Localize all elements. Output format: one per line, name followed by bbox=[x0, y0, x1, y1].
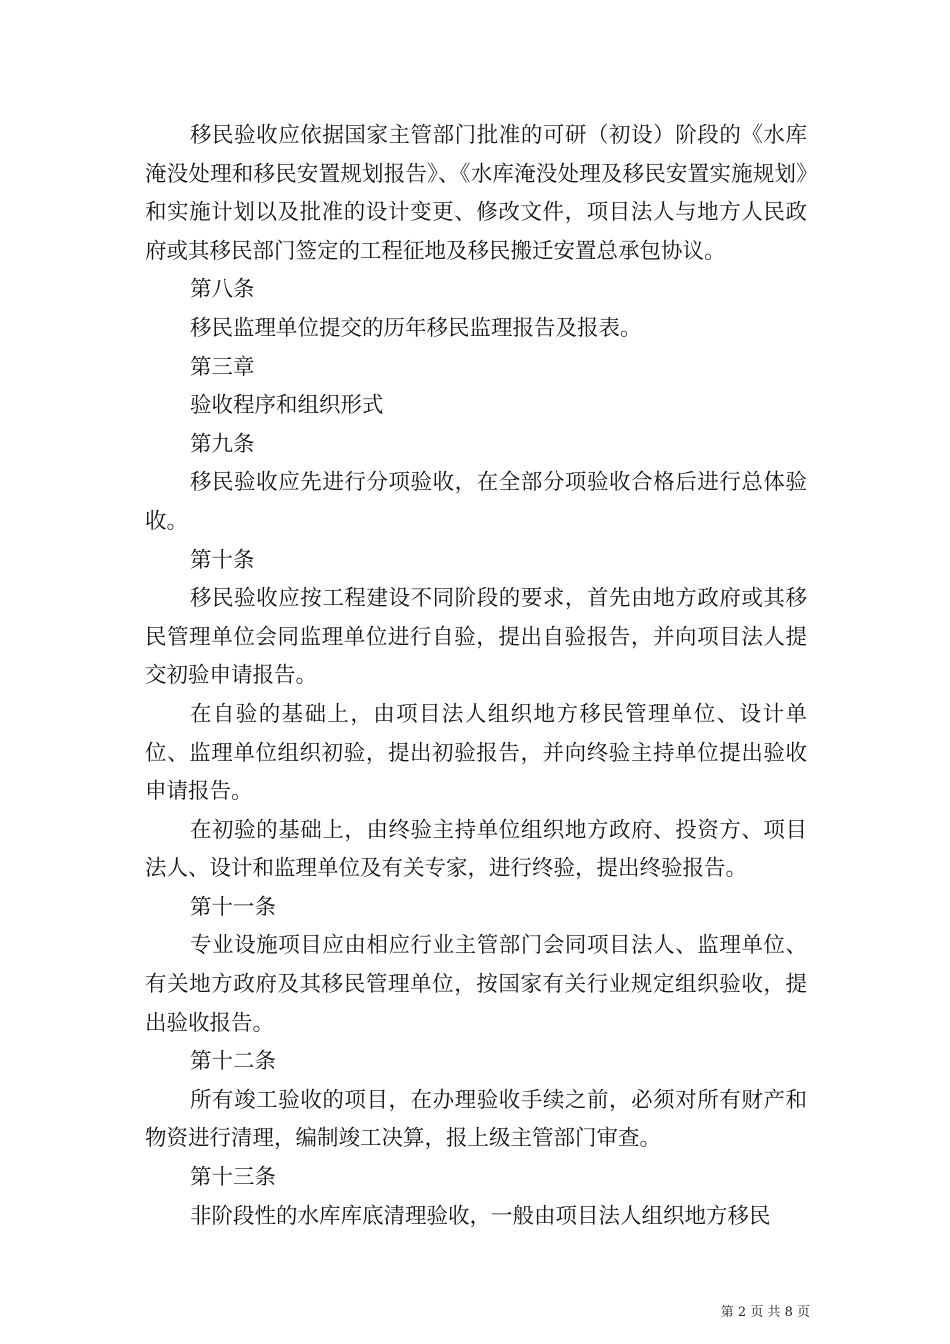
article-heading: 第八条 bbox=[190, 277, 255, 303]
paragraph: 移民验收应依据国家主管部门批准的可研（初设）阶段的《水库淹没处理和移民安置规划报告》、《水库淹没处理及移民安置实施规划》和实施计划以及批准的设计变更、修改文件，项目法人与地方人民政府或其移民部门签定的工程征地及移民搬迁安置总承包协议。 bbox=[145, 123, 807, 264]
paragraph: 在初验的基础上，由终验主持单位组织地方政府、投资方、项目法人、设计和监理单位及有关专家，进行终验，提出终验报告。 bbox=[145, 817, 807, 882]
paragraph: 在自验的基础上，由项目法人组织地方移民管理单位、设计单位、监理单位组织初验，提出初验报告，并向终验主持单位提出验收申请报告。 bbox=[145, 701, 807, 805]
paragraph: 移民监理单位提交的历年移民监理报告及报表。 bbox=[190, 315, 642, 341]
article-heading: 第九条 bbox=[190, 431, 255, 457]
paragraph: 移民验收应先进行分项验收，在全部分项验收合格后进行总体验收。 bbox=[145, 470, 807, 534]
article-heading: 第十条 bbox=[190, 547, 255, 573]
body-text bbox=[145, 117, 807, 1236]
article-heading: 第十二条 bbox=[190, 1049, 277, 1075]
chapter-heading: 第三章 bbox=[190, 354, 255, 380]
article-heading: 第十一条 bbox=[190, 894, 277, 920]
chapter-title: 验收程序和组织形式 bbox=[190, 393, 384, 419]
paragraph: 所有竣工验收的项目，在办理验收手续之前，必须对所有财产和物资进行清理，编制竣工决算，报上级主管部门审查。 bbox=[145, 1087, 807, 1152]
article-heading: 第十三条 bbox=[190, 1165, 277, 1191]
page-number: 第 2 页 共 8 页 bbox=[720, 1305, 810, 1320]
paragraph: 移民验收应按工程建设不同阶段的要求，首先由地方政府或其移民管理单位会同监理单位进行自验，提出自验报告，并向项目法人提交初验申请报告。 bbox=[145, 586, 807, 689]
paragraph: 专业设施项目应由相应行业主管部门会同项目法人、监理单位、有关地方政府及其移民管理单位，按国家有关行业规定组织验收，提出验收报告。 bbox=[145, 933, 807, 1036]
paragraph: 非阶段性的水库库底清理验收，一般由项目法人组织地方移民 bbox=[190, 1203, 771, 1229]
